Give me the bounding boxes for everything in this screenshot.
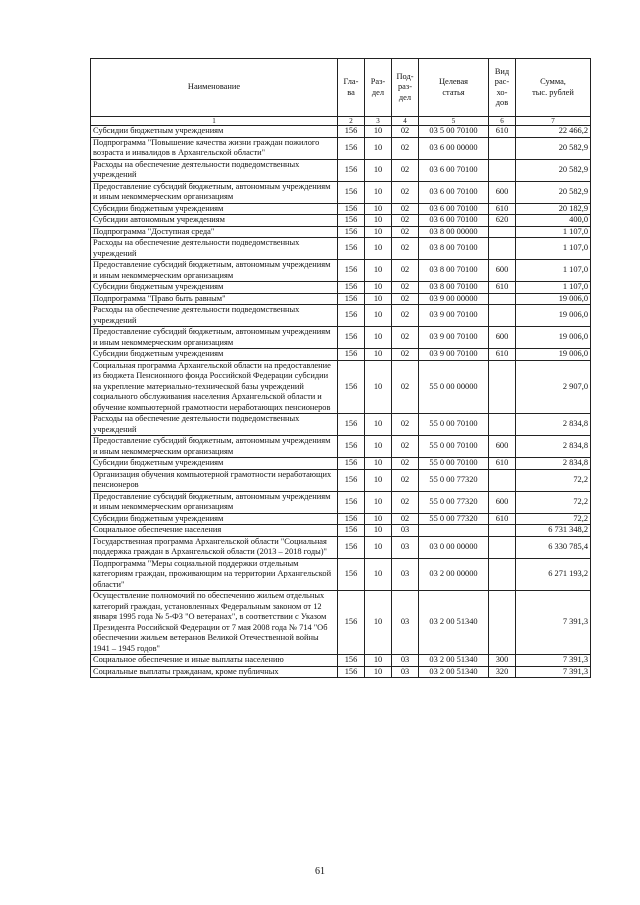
header-statya: Целевая статья [419, 59, 489, 117]
row-glava-cell: 156 [338, 469, 365, 491]
row-name-cell: Субсидии бюджетным учреждениям [91, 203, 338, 215]
row-glava-cell: 156 [338, 349, 365, 361]
row-vid-cell [489, 536, 516, 558]
row-razdel-cell: 10 [365, 305, 392, 327]
row-podrazdel-cell: 02 [392, 360, 419, 414]
row-name-cell: Социальные выплаты гражданам, кроме публичных [91, 666, 338, 678]
row-glava-cell: 156 [338, 513, 365, 525]
row-razdel-cell: 10 [365, 203, 392, 215]
column-number: 5 [419, 117, 489, 126]
row-vid-cell [489, 226, 516, 238]
row-statya-cell: 55 0 00 70100 [419, 414, 489, 436]
row-name-cell: Субсидии бюджетным учреждениям [91, 282, 338, 294]
table-row [91, 181, 591, 203]
row-statya-cell: 03 9 00 70100 [419, 327, 489, 349]
row-name-cell: Субсидии бюджетным учреждениям [91, 349, 338, 361]
table-row [91, 513, 591, 525]
row-razdel-cell: 10 [365, 282, 392, 294]
row-statya-cell: 55 0 00 77320 [419, 469, 489, 491]
row-podrazdel-cell: 02 [392, 238, 419, 260]
row-summa-cell: 1 107,0 [516, 238, 591, 260]
row-statya-cell: 55 0 00 77320 [419, 491, 489, 513]
row-statya-cell: 03 6 00 70100 [419, 181, 489, 203]
row-glava-cell: 156 [338, 558, 365, 591]
row-podrazdel-cell: 02 [392, 293, 419, 305]
row-summa-cell: 6 731 348,2 [516, 525, 591, 537]
row-statya-cell: 03 2 00 51340 [419, 655, 489, 667]
row-razdel-cell: 10 [365, 293, 392, 305]
row-glava-cell: 156 [338, 226, 365, 238]
budget-table [90, 58, 591, 678]
row-razdel-cell: 10 [365, 414, 392, 436]
row-statya-cell: 03 6 00 70100 [419, 215, 489, 227]
table-row [91, 215, 591, 227]
row-name-cell: Субсидии бюджетным учреждениям [91, 513, 338, 525]
table-row [91, 137, 591, 159]
header-summa: Сумма, тыс. рублей [516, 59, 591, 117]
row-vid-cell: 320 [489, 666, 516, 678]
row-glava-cell: 156 [338, 305, 365, 327]
row-statya-cell: 03 6 00 70100 [419, 203, 489, 215]
row-name-cell: Расходы на обеспечение деятельности подведомственных учреждений [91, 238, 338, 260]
row-razdel-cell: 10 [365, 238, 392, 260]
row-glava-cell: 156 [338, 260, 365, 282]
row-podrazdel-cell: 03 [392, 525, 419, 537]
row-name-cell: Расходы на обеспечение деятельности подведомственных учреждений [91, 414, 338, 436]
row-podrazdel-cell: 02 [392, 181, 419, 203]
header-podrazdel: Под- раз- дел [392, 59, 419, 117]
row-name-cell: Социальное обеспечение населения [91, 525, 338, 537]
row-podrazdel-cell: 02 [392, 513, 419, 525]
row-razdel-cell: 10 [365, 513, 392, 525]
row-summa-cell: 20 582,9 [516, 181, 591, 203]
row-vid-cell [489, 414, 516, 436]
row-glava-cell: 156 [338, 238, 365, 260]
row-name-cell: Предоставление субсидий бюджетным, автономным учреждениям и иным некоммерческим организациям [91, 327, 338, 349]
row-summa-cell: 6 271 193,2 [516, 558, 591, 591]
row-summa-cell: 7 391,3 [516, 655, 591, 667]
row-glava-cell: 156 [338, 666, 365, 678]
row-podrazdel-cell: 02 [392, 436, 419, 458]
row-statya-cell: 03 9 00 70100 [419, 349, 489, 361]
row-glava-cell: 156 [338, 436, 365, 458]
row-statya-cell: 55 0 00 00000 [419, 360, 489, 414]
row-summa-cell: 2 834,8 [516, 458, 591, 470]
row-name-cell: Предоставление субсидий бюджетным, автономным учреждениям и иным некоммерческим организациям [91, 181, 338, 203]
header-vid: Вид рас- хо- дов [489, 59, 516, 117]
table-row [91, 293, 591, 305]
row-summa-cell: 19 006,0 [516, 293, 591, 305]
row-name-cell: Предоставление субсидий бюджетным, автономным учреждениям и иным некоммерческим организациям [91, 260, 338, 282]
table-row [91, 655, 591, 667]
row-podrazdel-cell: 03 [392, 666, 419, 678]
row-statya-cell: 03 2 00 51340 [419, 666, 489, 678]
row-podrazdel-cell: 02 [392, 126, 419, 138]
row-name-cell: Социальное обеспечение и иные выплаты населению [91, 655, 338, 667]
row-statya-cell: 03 2 00 51340 [419, 591, 489, 655]
column-number: 2 [338, 117, 365, 126]
column-number-row [91, 117, 591, 126]
row-glava-cell: 156 [338, 282, 365, 294]
row-razdel-cell: 10 [365, 491, 392, 513]
row-podrazdel-cell: 03 [392, 536, 419, 558]
row-podrazdel-cell: 02 [392, 305, 419, 327]
row-vid-cell [489, 293, 516, 305]
table-row [91, 238, 591, 260]
row-statya-cell: 03 8 00 70100 [419, 282, 489, 294]
row-glava-cell: 156 [338, 360, 365, 414]
row-podrazdel-cell: 02 [392, 414, 419, 436]
row-summa-cell: 20 182,9 [516, 203, 591, 215]
row-vid-cell: 600 [489, 436, 516, 458]
row-glava-cell: 156 [338, 414, 365, 436]
row-razdel-cell: 10 [365, 327, 392, 349]
row-name-cell: Подпрограмма "Право быть равным" [91, 293, 338, 305]
row-summa-cell: 400,0 [516, 215, 591, 227]
row-vid-cell: 620 [489, 215, 516, 227]
row-vid-cell [489, 137, 516, 159]
row-glava-cell: 156 [338, 137, 365, 159]
row-vid-cell [489, 360, 516, 414]
header-glava: Гла- ва [338, 59, 365, 117]
row-glava-cell: 156 [338, 491, 365, 513]
row-statya-cell: 55 0 00 70100 [419, 458, 489, 470]
row-name-cell: Государственная программа Архангельской области "Социальная поддержка граждан в Архангельской области (2013 – 2018 годы)" [91, 536, 338, 558]
row-statya-cell [419, 525, 489, 537]
row-podrazdel-cell: 02 [392, 458, 419, 470]
row-summa-cell: 72,2 [516, 491, 591, 513]
row-statya-cell: 03 5 00 70100 [419, 126, 489, 138]
row-vid-cell: 610 [489, 282, 516, 294]
row-name-cell: Расходы на обеспечение деятельности подведомственных учреждений [91, 305, 338, 327]
row-glava-cell: 156 [338, 293, 365, 305]
row-podrazdel-cell: 02 [392, 327, 419, 349]
row-summa-cell: 1 107,0 [516, 226, 591, 238]
row-razdel-cell: 10 [365, 591, 392, 655]
table-row [91, 126, 591, 138]
row-name-cell: Субсидии бюджетным учреждениям [91, 458, 338, 470]
row-vid-cell [489, 469, 516, 491]
row-podrazdel-cell: 02 [392, 260, 419, 282]
row-razdel-cell: 10 [365, 436, 392, 458]
row-razdel-cell: 10 [365, 226, 392, 238]
table-row [91, 491, 591, 513]
row-statya-cell: 03 6 00 70100 [419, 159, 489, 181]
row-statya-cell: 03 8 00 00000 [419, 226, 489, 238]
row-name-cell: Социальная программа Архангельской области на предоставление из бюджета Пенсионного фонда Российской Федерации субсидии на укрепление материально-технической базы учреждений социального обслуживания населения Архангельской области и обучение компьютерной грамотности неработающих пенсионеров [91, 360, 338, 414]
row-statya-cell: 03 9 00 70100 [419, 305, 489, 327]
table-row [91, 226, 591, 238]
row-summa-cell: 7 391,3 [516, 591, 591, 655]
row-vid-cell [489, 558, 516, 591]
column-number: 4 [392, 117, 419, 126]
row-statya-cell: 03 0 00 00000 [419, 536, 489, 558]
row-razdel-cell: 10 [365, 215, 392, 227]
row-glava-cell: 156 [338, 655, 365, 667]
row-vid-cell: 600 [489, 181, 516, 203]
table-row [91, 260, 591, 282]
row-podrazdel-cell: 02 [392, 226, 419, 238]
row-glava-cell: 156 [338, 181, 365, 203]
table-row [91, 360, 591, 414]
row-podrazdel-cell: 03 [392, 591, 419, 655]
row-summa-cell: 72,2 [516, 513, 591, 525]
header-row [91, 59, 591, 117]
table-row [91, 469, 591, 491]
row-podrazdel-cell: 02 [392, 203, 419, 215]
row-glava-cell: 156 [338, 159, 365, 181]
header-razdel: Раз- дел [365, 59, 392, 117]
column-number: 6 [489, 117, 516, 126]
row-vid-cell: 600 [489, 327, 516, 349]
row-vid-cell: 610 [489, 349, 516, 361]
table-row [91, 159, 591, 181]
table-row [91, 458, 591, 470]
row-summa-cell: 19 006,0 [516, 327, 591, 349]
row-summa-cell: 2 834,8 [516, 414, 591, 436]
row-name-cell: Расходы на обеспечение деятельности подведомственных учреждений [91, 159, 338, 181]
table-row [91, 305, 591, 327]
row-razdel-cell: 10 [365, 126, 392, 138]
table-row [91, 414, 591, 436]
row-summa-cell: 2 907,0 [516, 360, 591, 414]
row-name-cell: Предоставление субсидий бюджетным, автономным учреждениям и иным некоммерческим организациям [91, 491, 338, 513]
row-summa-cell: 1 107,0 [516, 282, 591, 294]
table-row [91, 436, 591, 458]
row-glava-cell: 156 [338, 591, 365, 655]
table-row [91, 525, 591, 537]
row-summa-cell: 1 107,0 [516, 260, 591, 282]
row-glava-cell: 156 [338, 327, 365, 349]
row-razdel-cell: 10 [365, 181, 392, 203]
row-summa-cell: 2 834,8 [516, 436, 591, 458]
column-number: 7 [516, 117, 591, 126]
row-razdel-cell: 10 [365, 525, 392, 537]
row-vid-cell: 300 [489, 655, 516, 667]
row-glava-cell: 156 [338, 126, 365, 138]
row-vid-cell: 600 [489, 260, 516, 282]
row-summa-cell: 22 466,2 [516, 126, 591, 138]
column-number: 1 [91, 117, 338, 126]
table-row [91, 349, 591, 361]
row-razdel-cell: 10 [365, 137, 392, 159]
row-name-cell: Подпрограмма "Повышение качества жизни граждан пожилого возраста и инвалидов в Архангельской области" [91, 137, 338, 159]
row-statya-cell: 55 0 00 70100 [419, 436, 489, 458]
row-vid-cell: 610 [489, 513, 516, 525]
row-vid-cell: 600 [489, 491, 516, 513]
row-glava-cell: 156 [338, 536, 365, 558]
row-podrazdel-cell: 02 [392, 137, 419, 159]
row-podrazdel-cell: 02 [392, 159, 419, 181]
row-name-cell: Субсидии бюджетным учреждениям [91, 126, 338, 138]
table-row [91, 282, 591, 294]
row-vid-cell [489, 159, 516, 181]
row-summa-cell: 20 582,9 [516, 159, 591, 181]
row-razdel-cell: 10 [365, 260, 392, 282]
table-row [91, 591, 591, 655]
row-statya-cell: 03 6 00 00000 [419, 137, 489, 159]
table-body [91, 126, 591, 678]
table-row [91, 536, 591, 558]
table-row [91, 558, 591, 591]
row-vid-cell: 610 [489, 126, 516, 138]
row-podrazdel-cell: 02 [392, 215, 419, 227]
row-summa-cell: 19 006,0 [516, 349, 591, 361]
row-razdel-cell: 10 [365, 655, 392, 667]
row-razdel-cell: 10 [365, 558, 392, 591]
row-podrazdel-cell: 02 [392, 282, 419, 294]
row-statya-cell: 03 8 00 70100 [419, 238, 489, 260]
row-name-cell: Организация обучения компьютерной грамотности неработающих пенсионеров [91, 469, 338, 491]
row-name-cell: Предоставление субсидий бюджетным, автономным учреждениям и иным некоммерческим организациям [91, 436, 338, 458]
row-summa-cell: 6 330 785,4 [516, 536, 591, 558]
row-razdel-cell: 10 [365, 469, 392, 491]
row-name-cell: Осуществление полномочий по обеспечению жильем отдельных категорий граждан, установленных Федеральным законом от 12 января 1995 года № 5-ФЗ "О ветеранах", в соответствии с Указом Президента Российской Федерации от 7 мая 2008 года № 714 "Об обеспечении жильем ветеранов Великой Отечественной войны 1941 – 1945 годов" [91, 591, 338, 655]
row-statya-cell: 03 8 00 70100 [419, 260, 489, 282]
column-number: 3 [365, 117, 392, 126]
row-name-cell: Подпрограмма "Доступная среда" [91, 226, 338, 238]
row-summa-cell: 7 391,3 [516, 666, 591, 678]
row-podrazdel-cell: 03 [392, 558, 419, 591]
table-row [91, 327, 591, 349]
row-glava-cell: 156 [338, 215, 365, 227]
row-razdel-cell: 10 [365, 360, 392, 414]
row-summa-cell: 19 006,0 [516, 305, 591, 327]
row-vid-cell: 610 [489, 458, 516, 470]
row-glava-cell: 156 [338, 203, 365, 215]
row-summa-cell: 20 582,9 [516, 137, 591, 159]
row-podrazdel-cell: 02 [392, 349, 419, 361]
row-name-cell: Подпрограмма "Меры социальной поддержки отдельным категориям граждан, проживающим на территории Архангельской области" [91, 558, 338, 591]
row-statya-cell: 03 9 00 00000 [419, 293, 489, 305]
row-name-cell: Субсидии автономным учреждениям [91, 215, 338, 227]
header-name: Наименование [91, 59, 338, 117]
row-vid-cell [489, 525, 516, 537]
row-podrazdel-cell: 02 [392, 491, 419, 513]
row-vid-cell [489, 238, 516, 260]
row-podrazdel-cell: 02 [392, 469, 419, 491]
row-vid-cell [489, 305, 516, 327]
row-glava-cell: 156 [338, 458, 365, 470]
row-razdel-cell: 10 [365, 458, 392, 470]
row-glava-cell: 156 [338, 525, 365, 537]
row-statya-cell: 03 2 00 00000 [419, 558, 489, 591]
table-row [91, 203, 591, 215]
row-vid-cell [489, 591, 516, 655]
row-razdel-cell: 10 [365, 349, 392, 361]
row-razdel-cell: 10 [365, 159, 392, 181]
row-razdel-cell: 10 [365, 536, 392, 558]
row-razdel-cell: 10 [365, 666, 392, 678]
page-number: 61 [315, 866, 325, 877]
row-statya-cell: 55 0 00 77320 [419, 513, 489, 525]
table-row [91, 666, 591, 678]
row-podrazdel-cell: 03 [392, 655, 419, 667]
row-vid-cell: 610 [489, 203, 516, 215]
row-summa-cell: 72,2 [516, 469, 591, 491]
